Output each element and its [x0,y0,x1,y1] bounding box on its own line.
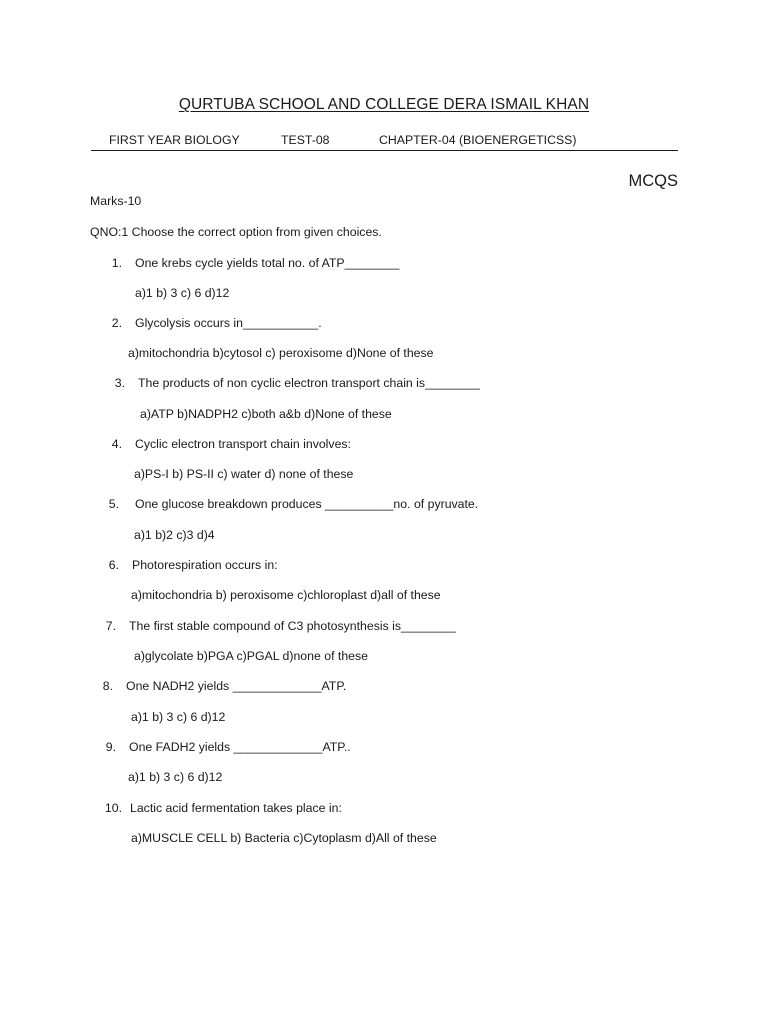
subject-label: FIRST YEAR BIOLOGY [109,133,240,147]
marks-label: Marks-10 [90,194,142,208]
question-number: 8. [102,679,113,693]
instruction-text: QNO:1 Choose the correct option from given choices. [90,225,382,239]
question-9-options: a)1 b) 3 c) 6 d)12 [128,770,223,784]
question-3-options: a)ATP b)NADPH2 c)both a&b d)None of these [140,407,392,421]
question-number: 1. [111,256,122,270]
question-number: 4. [111,437,122,451]
question-number: 3. [114,376,125,390]
question-text: Photorespiration occurs in: [132,558,278,572]
school-title: QURTUBA SCHOOL AND COLLEGE DERA ISMAIL KHAN [178,96,590,113]
question-text: One FADH2 yields _____________ATP.. [129,740,351,754]
question-text: Cyclic electron transport chain involves: [135,437,351,451]
question-10-options: a)MUSCLE CELL b) Bacteria c)Cytoplasm d)All of these [131,831,437,845]
question-number: 5. [108,497,119,511]
question-text: Lactic acid fermentation takes place in: [130,801,342,815]
question-text: One NADH2 yields _____________ATP. [126,679,347,693]
chapter-label: CHAPTER-04 (BIOENERGETICSS) [379,133,577,147]
section-title: MCQS [628,172,678,190]
question-6-options: a)mitochondria b) peroxisome c)chloroplast d)all of these [131,588,441,602]
question-1-options: a)1 b) 3 c) 6 d)12 [135,286,230,300]
header-divider [91,150,678,151]
question-text: One glucose breakdown produces __________no. of pyruvate. [135,497,479,511]
question-number: 6. [108,558,119,572]
question-number: 9. [105,740,116,754]
question-text: Glycolysis occurs in___________. [135,316,322,330]
question-8-options: a)1 b) 3 c) 6 d)12 [131,710,226,724]
question-number: 2. [111,316,122,330]
question-text: The products of non cyclic electron transport chain is________ [138,376,480,390]
question-2-options: a)mitochondria b)cytosol c) peroxisome d)None of these [128,346,434,360]
question-text: The first stable compound of C3 photosynthesis is________ [129,619,456,633]
question-7-options: a)glycolate b)PGA c)PGAL d)none of these [134,649,368,663]
question-text: One krebs cycle yields total no. of ATP________ [135,256,400,270]
test-label: TEST-08 [281,133,330,147]
question-4-options: a)PS-I b) PS-II c) water d) none of these [134,467,354,481]
question-number: 10. [104,801,122,815]
question-5-options: a)1 b)2 c)3 d)4 [134,528,215,542]
question-number: 7. [105,619,116,633]
